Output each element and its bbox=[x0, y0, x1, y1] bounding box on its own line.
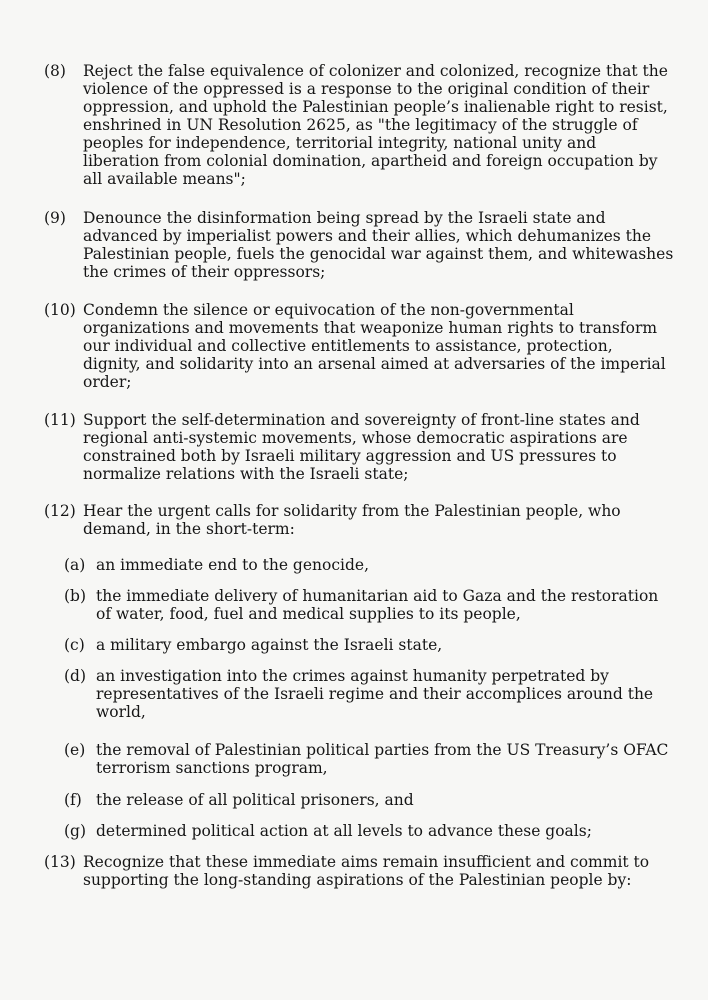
text-line: the crimes of their oppressors; bbox=[83, 263, 326, 281]
text-line: the immediate delivery of humanitarian aid to Gaza and the restoration bbox=[96, 587, 659, 605]
text-line: the release of all political prisoners, and bbox=[96, 791, 414, 809]
text-line: dignity, and solidarity into an arsenal aimed at adversaries of the imperial bbox=[83, 355, 666, 373]
text-line: normalize relations with the Israeli state; bbox=[83, 465, 409, 483]
sub-item-f bbox=[64, 791, 674, 809]
text-line: Support the self-determination and sovereignty of front-line states and bbox=[83, 411, 640, 429]
item-number: (10) bbox=[44, 301, 76, 319]
text-line: representatives of the Israeli regime and their accomplices around the bbox=[96, 685, 654, 703]
text-line: world, bbox=[96, 703, 146, 721]
sub-item-a bbox=[64, 556, 674, 574]
text-line: Recognize that these immediate aims remain insufficient and commit to bbox=[83, 853, 650, 871]
item-number: (12) bbox=[44, 502, 76, 520]
text-line: violence of the oppressed is a response to the original condition of their bbox=[83, 80, 650, 98]
sub-item-text bbox=[96, 636, 674, 654]
text-line: advanced by imperialist powers and their allies, which dehumanizes the bbox=[83, 227, 652, 245]
sub-item-b bbox=[64, 587, 674, 623]
list-item-12 bbox=[44, 502, 674, 538]
text-line: a military embargo against the Israeli state, bbox=[96, 636, 443, 654]
list-item-10 bbox=[44, 301, 674, 391]
list-item-8 bbox=[44, 62, 674, 188]
sub-item-d bbox=[64, 667, 674, 721]
item-number: (9) bbox=[44, 209, 66, 227]
text-line: all available means"; bbox=[83, 170, 246, 188]
text-line: the removal of Palestinian political parties from the US Treasury’s OFAC bbox=[96, 741, 669, 759]
item-number: (8) bbox=[44, 62, 66, 80]
text-line: an investigation into the crimes against humanity perpetrated by bbox=[96, 667, 609, 685]
text-line: our individual and collective entitlements to assistance, protection, bbox=[83, 337, 613, 355]
list-item-9 bbox=[44, 209, 674, 281]
list-item-11 bbox=[44, 411, 674, 483]
item-text bbox=[83, 209, 674, 281]
text-line: constrained both by Israeli military aggression and US pressures to bbox=[83, 447, 617, 465]
item-text bbox=[83, 301, 674, 391]
text-line: regional anti-systemic movements, whose democratic aspirations are bbox=[83, 429, 628, 447]
list-item-13 bbox=[44, 853, 674, 889]
text-line: enshrined in UN Resolution 2625, as "the legitimacy of the struggle of bbox=[83, 116, 638, 134]
text-line: Palestinian people, fuels the genocidal war against them, and whitewashes bbox=[83, 245, 674, 263]
sub-item-letter: (g) bbox=[64, 822, 87, 840]
item-text bbox=[83, 502, 674, 538]
item-text bbox=[83, 62, 674, 188]
text-line: demand, in the short-term: bbox=[83, 520, 295, 538]
sub-item-text bbox=[96, 587, 674, 623]
sub-item-text bbox=[96, 741, 674, 777]
text-line: Hear the urgent calls for solidarity from the Palestinian people, who bbox=[83, 502, 621, 520]
sub-item-e bbox=[64, 741, 674, 777]
text-line: determined political action at all levels to advance these goals; bbox=[96, 822, 592, 840]
item-text bbox=[83, 853, 674, 889]
item-number: (11) bbox=[44, 411, 76, 429]
text-line: organizations and movements that weaponize human rights to transform bbox=[83, 319, 658, 337]
sub-item-letter: (f) bbox=[64, 791, 82, 809]
text-line: peoples for independence, territorial integrity, national unity and bbox=[83, 134, 597, 152]
sub-item-text bbox=[96, 791, 674, 809]
sub-item-letter: (c) bbox=[64, 636, 85, 654]
sub-item-g bbox=[64, 822, 674, 840]
sub-item-text bbox=[96, 556, 674, 574]
item-text bbox=[83, 411, 674, 483]
text-line: Denounce the disinformation being spread by the Israeli state and bbox=[83, 209, 606, 227]
sub-item-text bbox=[96, 667, 674, 721]
text-line: oppression, and uphold the Palestinian people’s inalienable right to resist, bbox=[83, 98, 668, 116]
item-number: (13) bbox=[44, 853, 76, 871]
sub-item-letter: (a) bbox=[64, 556, 86, 574]
sub-item-letter: (d) bbox=[64, 667, 87, 685]
text-line: supporting the long-standing aspirations of the Palestinian people by: bbox=[83, 871, 632, 889]
sub-item-text bbox=[96, 822, 674, 840]
text-line: Condemn the silence or equivocation of the non-governmental bbox=[83, 301, 574, 319]
text-line: liberation from colonial domination, apartheid and foreign occupation by bbox=[83, 152, 658, 170]
text-line: order; bbox=[83, 373, 132, 391]
text-line: of water, food, fuel and medical supplies to its people, bbox=[96, 605, 521, 623]
text-line: terrorism sanctions program, bbox=[96, 759, 328, 777]
text-line: Reject the false equivalence of colonizer and colonized, recognize that the bbox=[83, 62, 668, 80]
text-line: an immediate end to the genocide, bbox=[96, 556, 369, 574]
sub-item-letter: (b) bbox=[64, 587, 87, 605]
sub-item-c bbox=[64, 636, 674, 654]
sub-item-letter: (e) bbox=[64, 741, 86, 759]
